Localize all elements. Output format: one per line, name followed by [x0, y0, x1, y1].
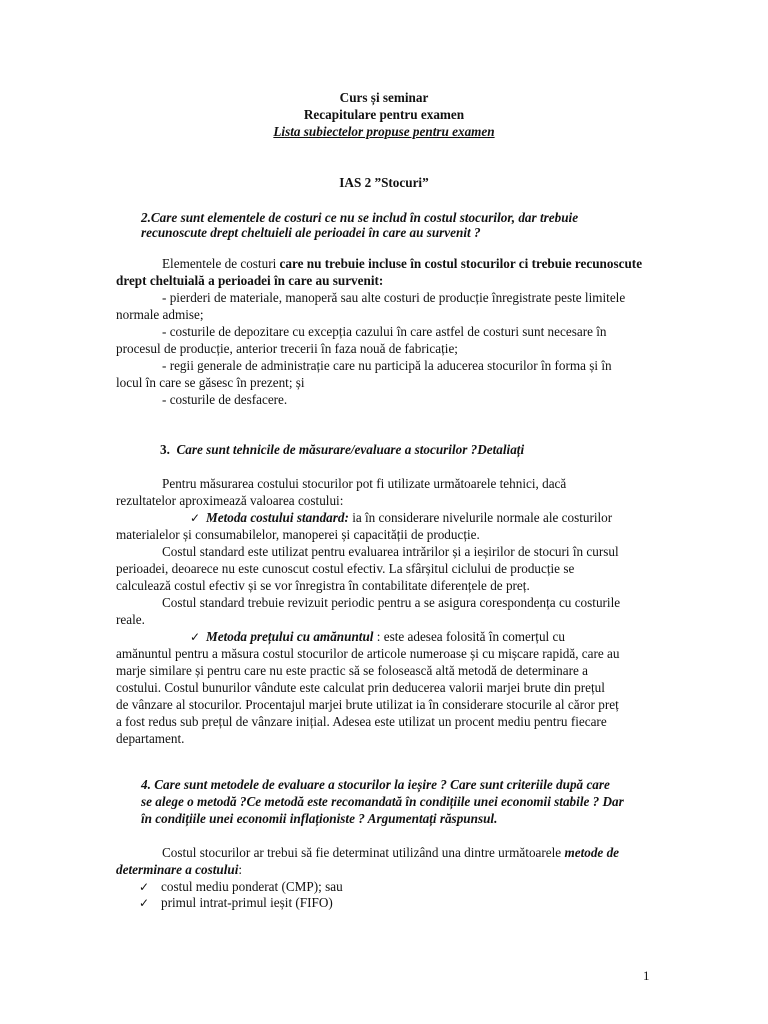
- q3-p1-line-1: Pentru măsurarea costului stocurilor pot fi utilizate următoarele tehnici, dacă: [162, 476, 567, 491]
- q2-item-3-line-1: - regii generale de administrație care nu participă la aducerea stocurilor în forma și în: [162, 358, 612, 373]
- q3-method-1-title: Metoda costului standard:: [206, 510, 349, 525]
- q4-intro-plain: Costul stocurilor ar trebui să fie determinat utilizând una dintre următoarele: [162, 845, 565, 860]
- q4-question-line-3: în condițiile unei economii inflaționiste ? Argumentați răspunsul.: [141, 811, 498, 826]
- q2-intro-bold: care nu trebuie incluse în costul stocurilor ci trebuie recunoscute: [279, 256, 643, 271]
- q3-method-2-line-4: costului. Costul bunurilor vândute este calculat prin deducerea valorii marjei brute din prețul: [116, 680, 605, 695]
- q3-number: 3.: [160, 442, 170, 457]
- q4-intro-emph-2: determinare a costului: [116, 862, 239, 877]
- header-line-3-text: Lista subiectelor propuse pentru examen: [273, 124, 495, 139]
- q2-item-2-line-2: procesul de producție, anterior trecerii în faza nouă de fabricație;: [116, 341, 458, 356]
- q2-item-1-line-2: normale admise;: [116, 307, 204, 322]
- q3-method-1: [190, 509, 720, 527]
- q3-p2-line-3: calculează costul efectiv și se vor înregistra în contabilitate diferențele de preț.: [116, 578, 530, 593]
- q3-method-2-line-2: amănuntul pentru a măsura costul stocurilor de articole numeroase și cu mișcare rapidă, care au: [116, 646, 620, 661]
- q3-method-2-title: Metoda prețului cu amănuntul: [206, 629, 374, 644]
- section-title: IAS 2 ”Stocuri”: [339, 175, 429, 190]
- q4-question-line-1: 4. Care sunt metodele de evaluare a stocurilor la ieșire ? Care sunt criteriile după care: [141, 777, 610, 792]
- q3-method-2-line-7: departament.: [116, 731, 185, 746]
- q2-item-3-line-2: locul în care se găsesc în prezent; și: [116, 375, 305, 390]
- q3-method-2-line-3: marje similare și pentru care nu este practic să se folosească altă metodă de determinare a: [116, 663, 588, 678]
- page-number: 1: [643, 968, 650, 983]
- q3-question: [160, 441, 720, 458]
- q4-intro-colon: :: [238, 862, 243, 877]
- q3-method-2-text: : este adesea folosită în comerțul cu: [373, 629, 565, 644]
- q3-method-1-line-2: materialelor și consumabilelor, manoperei și capacității de producție.: [116, 527, 480, 542]
- checkmark-icon: ✓: [190, 630, 201, 644]
- q4-option-2-text: primul intrat-primul ieșit (FIFO): [161, 895, 333, 910]
- q2-item-1-line-1: - pierderi de materiale, manoperă sau alte costuri de producție înregistrate peste limitele: [162, 290, 626, 305]
- checkmark-icon: ✓: [139, 896, 150, 910]
- q3-method-2-line-5: de vânzare al stocurilor. Procentajul marjei brute utilizat ia în considerare stocurile al căror preț: [116, 697, 619, 712]
- q2-question-line-2: recunoscute drept cheltuieli ale perioadei în care au survenit ?: [141, 225, 481, 240]
- q2-intro-line-1: [162, 255, 712, 272]
- q2-question-line-1: 2.Care sunt elementele de costuri ce nu se includ în costul stocurilor, dar trebuie: [141, 210, 579, 225]
- q4-question-line-2: se alege o metodă ?Ce metodă este recomandată în condițiile unei economii stabile ? Dar: [141, 794, 624, 809]
- q3-p3-line-2: reale.: [116, 612, 145, 627]
- q2-intro-plain: Elementele de costuri: [162, 256, 280, 271]
- q3-p2-line-1: Costul standard este utilizat pentru evaluarea intrărilor și a ieșirilor de stocuri în cursul: [162, 544, 619, 559]
- q2-intro-line-2: drept cheltuială a perioadei în care au survenit:: [116, 273, 384, 288]
- q3-method-2-line-6: a fost redus sub prețul de vânzare inițial. Adesea este utilizat un procent mediu pentru fiecare: [116, 714, 607, 729]
- header-line-1: Curs și seminar: [339, 90, 429, 105]
- q3-p3-line-1: Costul standard trebuie revizuit periodic pentru a se asigura corespondența cu costurile: [162, 595, 621, 610]
- q4-intro-emph: metode de: [564, 845, 620, 860]
- q4-intro-line-1: [162, 844, 722, 861]
- q4-option-1-text: costul mediu ponderat (CMP); sau: [161, 879, 343, 894]
- checkmark-icon: ✓: [139, 880, 150, 894]
- header-line-3: [0, 123, 768, 140]
- header-line-2: Recapitulare pentru examen: [303, 107, 465, 122]
- q3-method-1-text: ia în considerare nivelurile normale ale costurilor: [348, 510, 613, 525]
- q4-intro-line-2: [116, 861, 716, 878]
- q3-question-text: Care sunt tehnicile de măsurare/evaluare a stocurilor ?Detaliați: [176, 442, 525, 457]
- q3-method-2: [190, 628, 720, 646]
- q2-item-4: - costurile de desfacere.: [162, 392, 288, 407]
- checkmark-icon: ✓: [190, 511, 201, 525]
- q3-p2-line-2: perioadei, deoarece nu este cunoscut costul efectiv. La sfârșitul ciclului de producție se: [116, 561, 575, 576]
- q2-item-2-line-1: - costurile de depozitare cu excepția cazului în care astfel de costuri sunt necesare în: [162, 324, 607, 339]
- q3-p1-line-2: rezultatelor aproximează valoarea costului:: [116, 493, 344, 508]
- q4-option-2: [139, 894, 699, 912]
